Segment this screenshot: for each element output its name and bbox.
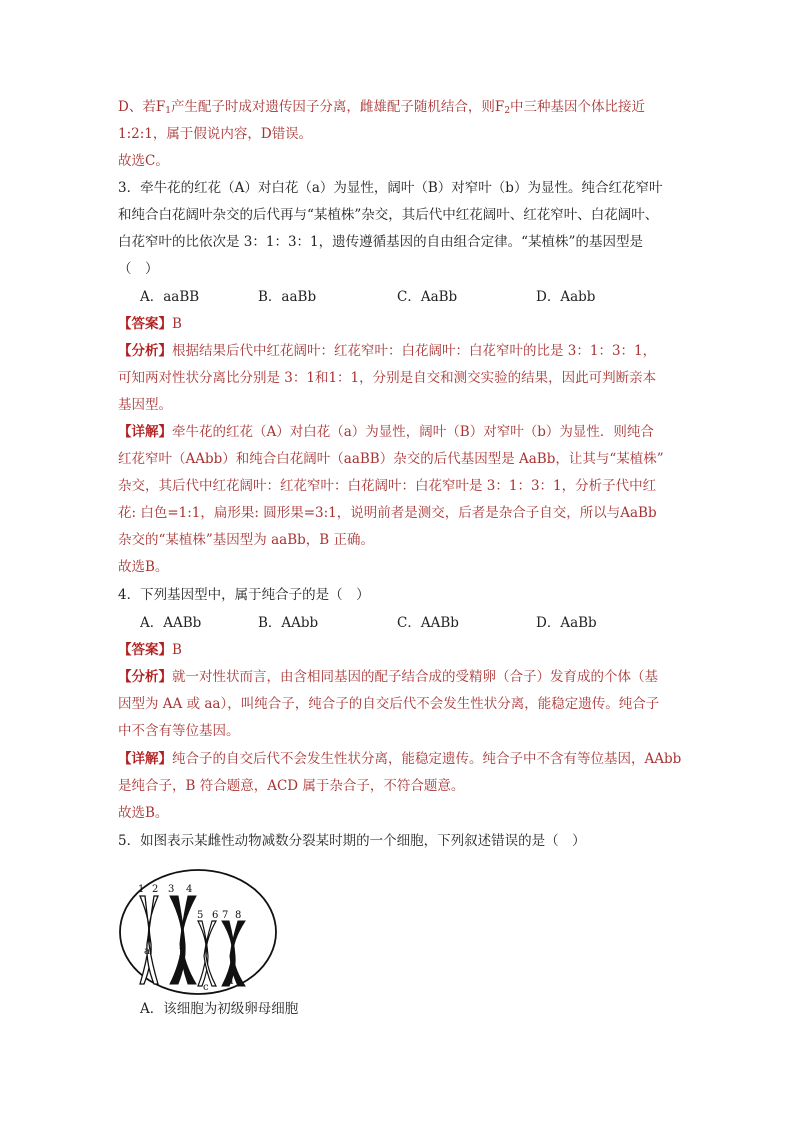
q3-analysis-line1: 【分析】根据结果后代中红花阔叶：红花窄叶：白花阔叶：白花窄叶的比是 3：1：3：1，: [118, 343, 657, 359]
label-c: c: [203, 982, 209, 993]
q4-choose: 故选B。: [118, 805, 169, 821]
q3-detail-line1: 【详解】牵牛花的红花（A）对白花（a）为显性，阔叶（B）对窄叶（b）为显性．则纯合: [118, 424, 654, 440]
detail-tag: 【详解】: [118, 424, 172, 440]
q4-analysis-line1: 【分析】就一对性状而言，由含相同基因的配子结合成的受精卵（合子）发育成的个体（基: [118, 669, 658, 685]
label-5: 5: [197, 910, 204, 921]
detail-tag: 【详解】: [118, 751, 172, 767]
q4-option-a: A．AABb: [140, 615, 202, 631]
q3-analysis-line2: 可知两对性状分离比分别是 3：1和1：1，分别是自交和测交实验的结果，因此可判断亲本: [118, 370, 657, 386]
analysis-tag: 【分析】: [118, 669, 172, 685]
q5-option-a: A．该细胞为初级卵母细胞: [140, 1001, 299, 1017]
q4-option-b: B．AAbb: [258, 615, 319, 631]
q4-option-d: D．AaBb: [536, 615, 597, 631]
q4-option-c: C．AABb: [397, 615, 459, 631]
label-2: 2: [152, 884, 159, 895]
label-b: b: [179, 948, 186, 959]
q3-option-a: A．aaBB: [140, 289, 200, 305]
q3-choose: 故选B。: [118, 559, 169, 575]
q3-stem-line1: 3．牵牛花的红花（A）对白花（a）为显性，阔叶（B）对窄叶（b）为显性。纯合红花窄叶: [118, 180, 663, 196]
q3-stem-line2: 和纯合白花阔叶杂交的后代再与“某植株”杂交，其后代中红花阔叶、红花窄叶、白花阔叶、: [118, 207, 659, 223]
label-4: 4: [186, 884, 193, 895]
q3-option-c: C．AaBb: [397, 289, 458, 305]
q3-detail-line3: 杂交，其后代中红花阔叶：红花窄叶：白花阔叶：白花窄叶是 3：1：3：1，分析子代中红: [118, 478, 657, 494]
q4-detail-line2: 是纯合子，B 符合题意，ACD 属于杂合子，不符合题意。: [118, 778, 465, 794]
q3-detail-line2: 红花窄叶（AAbb）和纯合白花阔叶（aaBB）杂交的后代基因型是 AaBb，让其与“某植株”: [118, 451, 664, 467]
analysis-tag: 【分析】: [118, 343, 172, 359]
label-6: 6: [212, 910, 219, 921]
q3-answer: 【答案】B: [118, 316, 182, 332]
answer-tag: 【答案】: [118, 316, 172, 332]
q4-stem: 4．下列基因型中，属于纯合子的是（ ）: [118, 587, 370, 603]
q5-stem: 5．如图表示某雌性动物减数分裂某时期的一个细胞，下列叙述错误的是（ ）: [118, 833, 586, 849]
q3-analysis-line3: 基因型。: [118, 397, 172, 413]
choose-c: 故选C。: [118, 153, 169, 169]
chromosome-c: [198, 921, 216, 986]
answer-tag: 【答案】: [118, 642, 172, 658]
q4-detail-line1: 【详解】纯合子的自交后代不会发生性状分离，能稳定遗传。纯合子中不含有等位基因，AAbb: [118, 751, 682, 767]
q3-option-d: D．Aabb: [536, 289, 596, 305]
q3-detail-line4: 花: 白色=1:1，扁形果: 圆形果=3:1，说明前者是测交，后者是杂合子自交，所以与AaBb: [118, 505, 657, 521]
option-d-explanation-line1: D、若$F_1$产生配子时成对遗传因子分离，雌雄配子随机结合，则$F_2$中三种基因个体比接近: [118, 99, 646, 116]
chromosome-a: [140, 896, 158, 984]
cell-chromosome-figure: [118, 866, 278, 996]
option-d-explanation-line2: 1:2:1，属于假说内容，D错误。: [118, 126, 313, 142]
q3-option-b: B．aaBb: [258, 289, 317, 305]
q3-paren: （ ）: [118, 261, 159, 277]
label-1: 1: [138, 884, 145, 895]
label-d: d: [227, 976, 234, 987]
q4-analysis-line2: 因型为 AA 或 aa），叫纯合子，纯合子的自交后代不会发生性状分离，能稳定遗传。纯合子: [118, 696, 660, 712]
chromosome-d: [222, 921, 245, 986]
q3-stem-line3: 白花窄叶的比依次是 3：1：3：1，遗传遵循基因的自由组合定律。“某植株”的基因型是: [118, 234, 643, 250]
chromosome-b: [170, 896, 196, 984]
q4-analysis-line3: 中不含有等位基因。: [118, 723, 240, 739]
q3-detail-line5: 杂交的“某植株”基因型为 aaBb，B 正确。: [118, 532, 374, 548]
label-7: 7: [222, 910, 229, 921]
q4-answer: 【答案】B: [118, 642, 182, 658]
label-a: a: [144, 946, 150, 957]
label-8: 8: [235, 910, 242, 921]
label-3: 3: [168, 884, 175, 895]
